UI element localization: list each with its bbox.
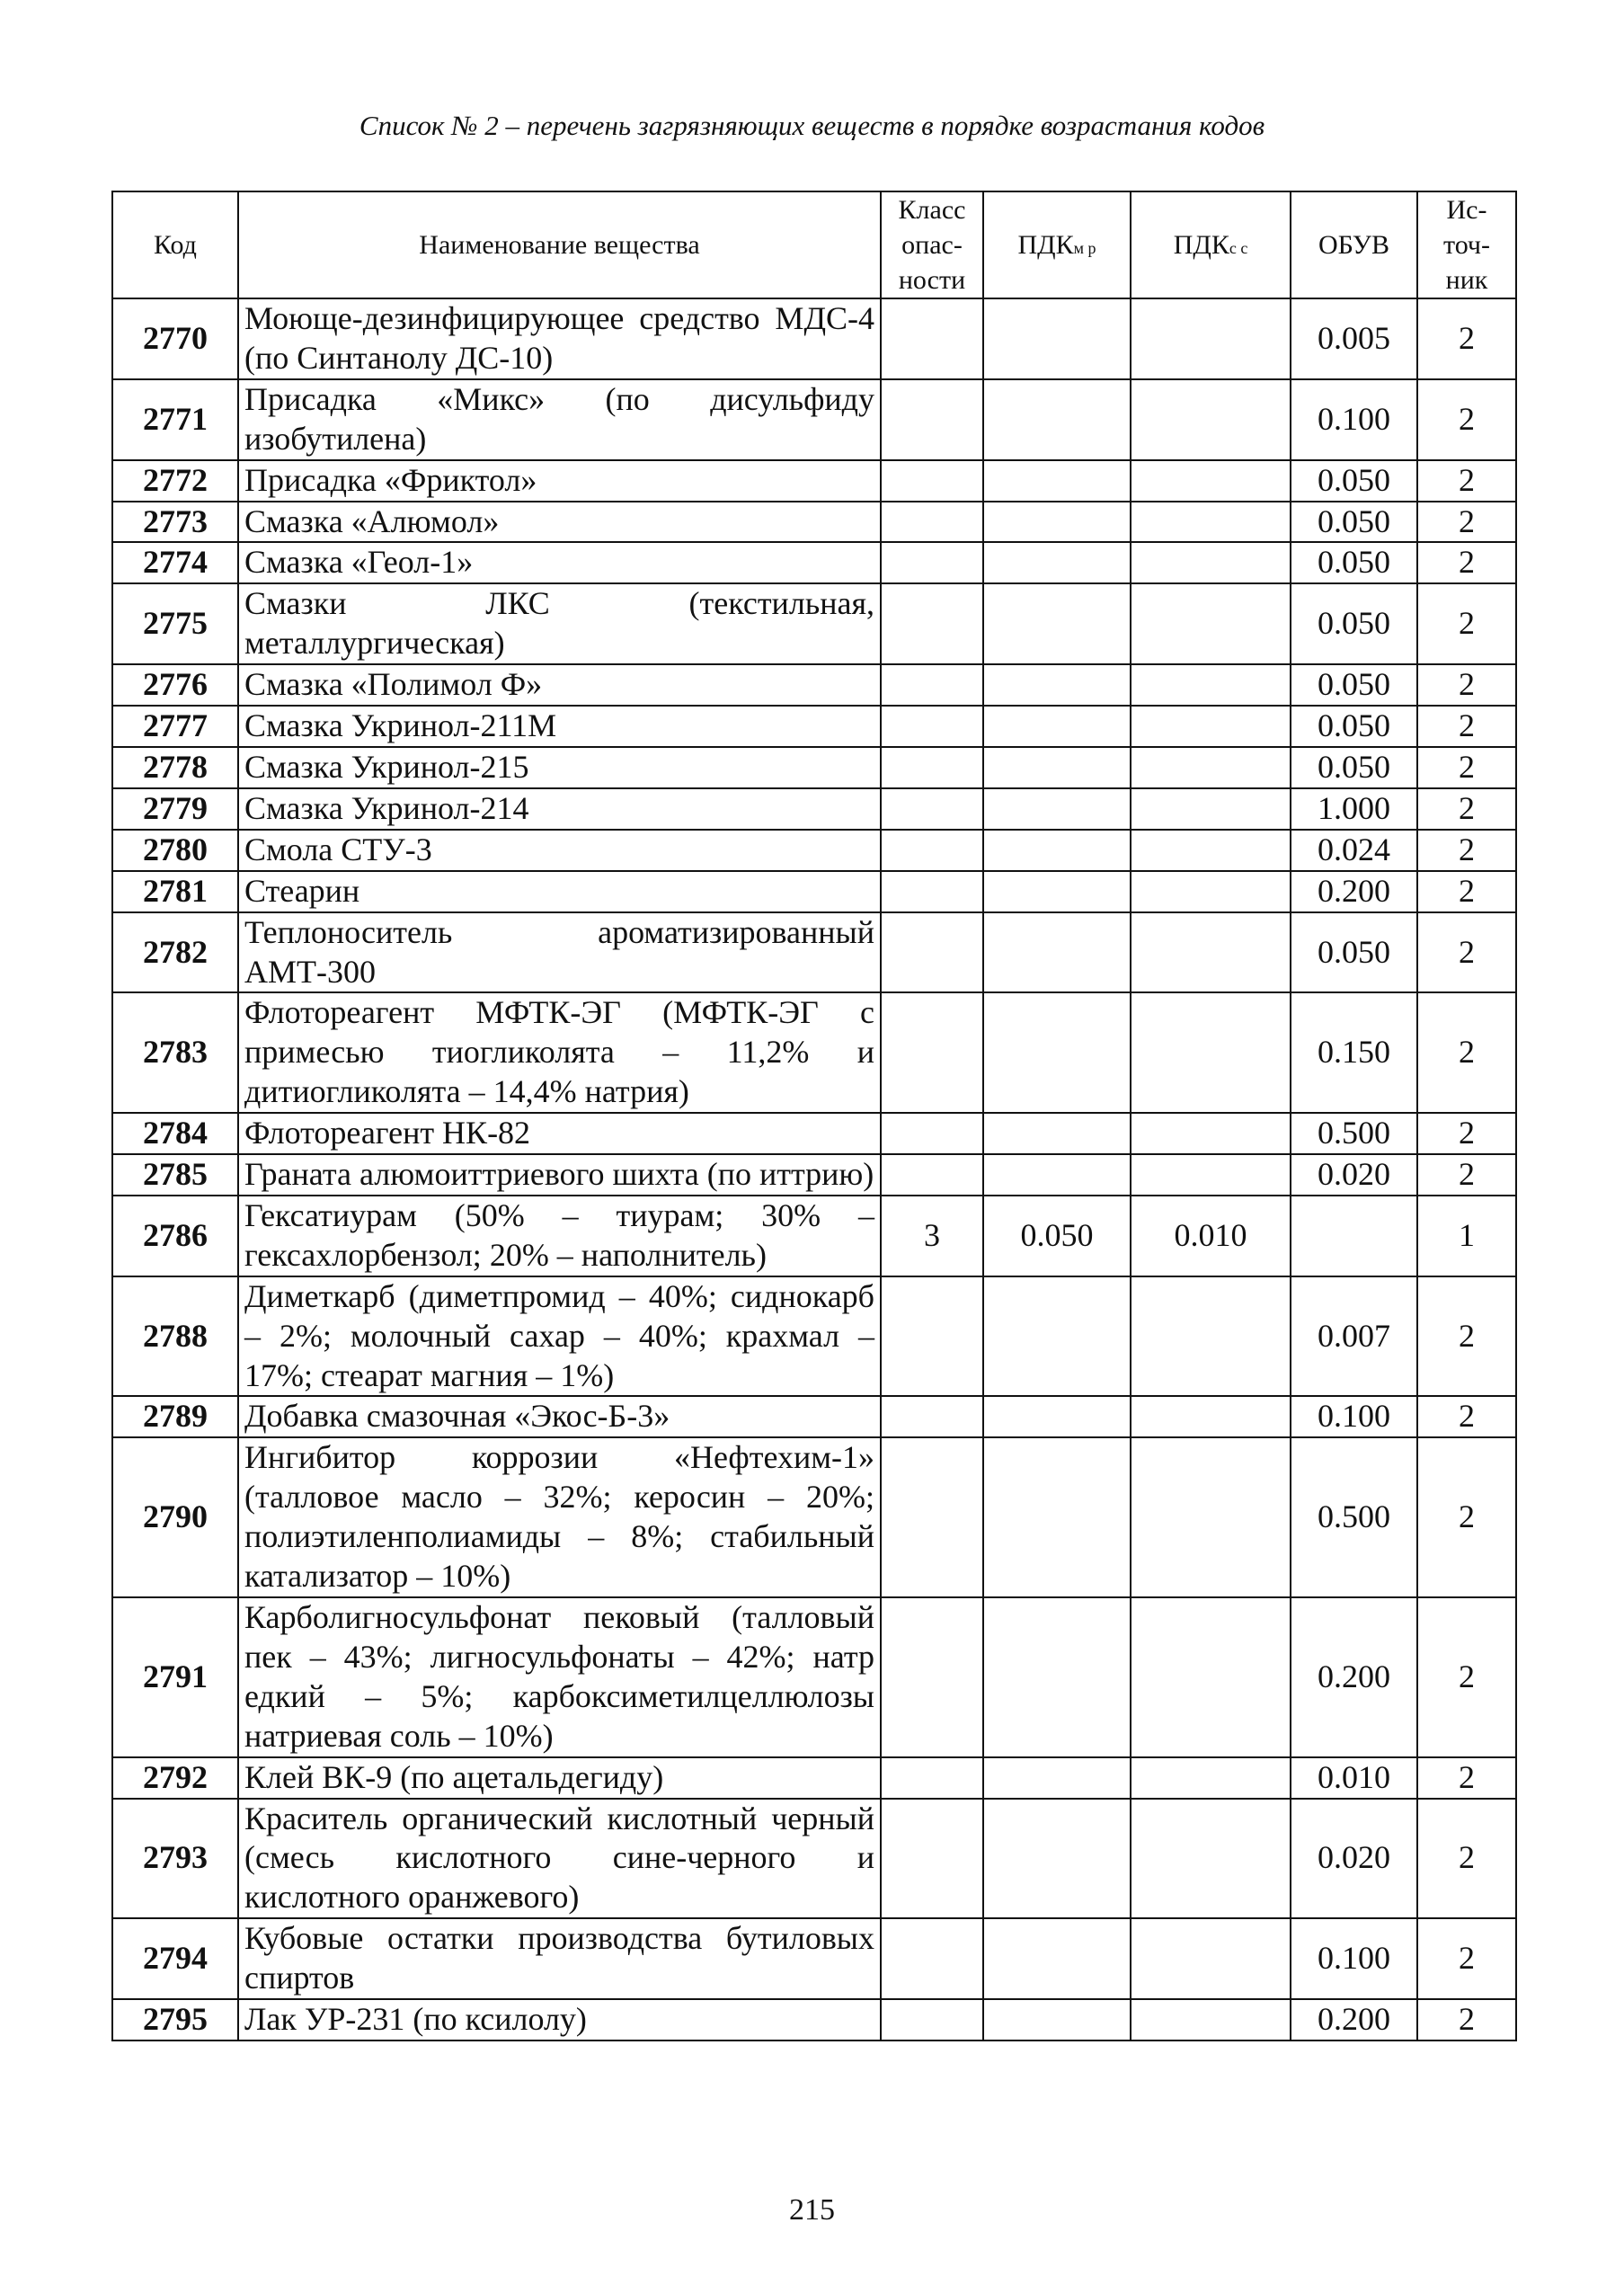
table-row bbox=[112, 1999, 1516, 2040]
table-row bbox=[112, 664, 1516, 706]
cell-pdk-mr bbox=[983, 706, 1131, 747]
cell-name: Кубовые остатки производства бутиловых спиртов bbox=[238, 1918, 881, 1999]
cell-obuv: 0.050 bbox=[1291, 542, 1417, 583]
cell-obuv: 0.020 bbox=[1291, 1154, 1417, 1196]
cell-obuv: 0.050 bbox=[1291, 502, 1417, 543]
cell-hazard-class bbox=[881, 1437, 983, 1597]
table-row bbox=[112, 583, 1516, 664]
cell-pdk-mr: 0.050 bbox=[983, 1196, 1131, 1276]
cell-code: 2786 bbox=[112, 1196, 238, 1276]
cell-pdk-ss bbox=[1131, 1918, 1291, 1999]
table-row bbox=[112, 1757, 1516, 1799]
table-row bbox=[112, 788, 1516, 830]
header-pdk-ss-base: ПДК bbox=[1173, 230, 1229, 260]
cell-hazard-class bbox=[881, 298, 983, 379]
table-row bbox=[112, 871, 1516, 912]
cell-hazard-class bbox=[881, 1597, 983, 1757]
cell-name: Смазка Укринол-211М bbox=[238, 706, 881, 747]
cell-pdk-ss bbox=[1131, 788, 1291, 830]
cell-name: Смазка «Геол-1» bbox=[238, 542, 881, 583]
cell-hazard-class bbox=[881, 379, 983, 460]
table-row bbox=[112, 1196, 1516, 1276]
cell-obuv: 0.500 bbox=[1291, 1437, 1417, 1597]
cell-code: 2782 bbox=[112, 912, 238, 993]
cell-hazard-class bbox=[881, 788, 983, 830]
cell-pdk-mr bbox=[983, 460, 1131, 502]
table-row bbox=[112, 1597, 1516, 1757]
cell-pdk-mr bbox=[983, 664, 1131, 706]
header-pdk-ss bbox=[1131, 191, 1291, 298]
cell-name: Смазка Укринол-215 bbox=[238, 747, 881, 788]
cell-pdk-mr bbox=[983, 1999, 1131, 2040]
cell-pdk-mr bbox=[983, 992, 1131, 1113]
cell-hazard-class bbox=[881, 1276, 983, 1397]
cell-obuv: 0.050 bbox=[1291, 747, 1417, 788]
cell-pdk-mr bbox=[983, 871, 1131, 912]
cell-hazard-class bbox=[881, 912, 983, 993]
cell-obuv: 0.007 bbox=[1291, 1276, 1417, 1397]
cell-hazard-class bbox=[881, 502, 983, 543]
cell-hazard-class bbox=[881, 1757, 983, 1799]
cell-source: 2 bbox=[1417, 502, 1516, 543]
header-name: Наименование вещества bbox=[238, 191, 881, 298]
header-hazard-class bbox=[881, 191, 983, 298]
cell-code: 2770 bbox=[112, 298, 238, 379]
cell-name: Флотореагент МФТК-ЭГ (МФТК-ЭГ с примесью тиогликолята – 11,2% и дитиогликолята – 14,4% натрия) bbox=[238, 992, 881, 1113]
cell-code: 2794 bbox=[112, 1918, 238, 1999]
cell-pdk-ss bbox=[1131, 1757, 1291, 1799]
cell-pdk-ss bbox=[1131, 706, 1291, 747]
cell-pdk-ss bbox=[1131, 992, 1291, 1113]
cell-pdk-mr bbox=[983, 912, 1131, 993]
cell-obuv: 0.005 bbox=[1291, 298, 1417, 379]
cell-name: Моюще-дезинфицирующее средство МДС-4 (по Синтанолу ДС-10) bbox=[238, 298, 881, 379]
cell-source: 2 bbox=[1417, 664, 1516, 706]
cell-code: 2776 bbox=[112, 664, 238, 706]
cell-obuv: 0.020 bbox=[1291, 1799, 1417, 1919]
table-row bbox=[112, 706, 1516, 747]
cell-source: 2 bbox=[1417, 912, 1516, 993]
cell-source: 2 bbox=[1417, 747, 1516, 788]
cell-code: 2775 bbox=[112, 583, 238, 664]
cell-obuv: 0.010 bbox=[1291, 1757, 1417, 1799]
cell-pdk-ss bbox=[1131, 542, 1291, 583]
cell-name: Смола СТУ-3 bbox=[238, 830, 881, 871]
cell-obuv: 0.024 bbox=[1291, 830, 1417, 871]
cell-source: 2 bbox=[1417, 830, 1516, 871]
header-hazard-class-line2: опас- bbox=[901, 230, 963, 260]
page-title: Список № 2 – перечень загрязняющих веществ в порядке возрастания кодов bbox=[359, 110, 1265, 141]
cell-name: Смазка «Алюмол» bbox=[238, 502, 881, 543]
cell-source: 2 bbox=[1417, 1154, 1516, 1196]
cell-pdk-ss bbox=[1131, 460, 1291, 502]
cell-code: 2789 bbox=[112, 1396, 238, 1437]
cell-pdk-ss bbox=[1131, 1113, 1291, 1154]
cell-pdk-mr bbox=[983, 379, 1131, 460]
cell-name: Смазки ЛКС (текстильная, металлургическая) bbox=[238, 583, 881, 664]
substances-table bbox=[111, 191, 1517, 2041]
cell-hazard-class bbox=[881, 992, 983, 1113]
cell-source: 2 bbox=[1417, 460, 1516, 502]
cell-pdk-ss bbox=[1131, 1597, 1291, 1757]
cell-name: Ингибитор коррозии «Нефтехим-1» (талловое масло – 32%; керосин – 20%; полиэтиленполиамиды – 8%; стабильный катализатор – 10%) bbox=[238, 1437, 881, 1597]
cell-code: 2781 bbox=[112, 871, 238, 912]
cell-name: Стеарин bbox=[238, 871, 881, 912]
cell-hazard-class bbox=[881, 747, 983, 788]
cell-hazard-class bbox=[881, 1918, 983, 1999]
cell-pdk-mr bbox=[983, 1396, 1131, 1437]
cell-name: Гексатиурам (50% – тиурам; 30% – гексахлорбензол; 20% – наполнитель) bbox=[238, 1196, 881, 1276]
table-row bbox=[112, 502, 1516, 543]
cell-source: 1 bbox=[1417, 1196, 1516, 1276]
cell-pdk-ss bbox=[1131, 1437, 1291, 1597]
table-row bbox=[112, 1437, 1516, 1597]
cell-obuv: 1.000 bbox=[1291, 788, 1417, 830]
cell-obuv: 0.100 bbox=[1291, 1396, 1417, 1437]
cell-hazard-class bbox=[881, 706, 983, 747]
cell-code: 2773 bbox=[112, 502, 238, 543]
cell-source: 2 bbox=[1417, 1113, 1516, 1154]
cell-code: 2790 bbox=[112, 1437, 238, 1597]
table-row bbox=[112, 1918, 1516, 1999]
cell-pdk-mr bbox=[983, 747, 1131, 788]
cell-name: Теплоноситель ароматизированный АМТ-300 bbox=[238, 912, 881, 993]
cell-pdk-ss bbox=[1131, 1276, 1291, 1397]
cell-pdk-ss: 0.010 bbox=[1131, 1196, 1291, 1276]
cell-obuv: 0.050 bbox=[1291, 583, 1417, 664]
cell-pdk-mr bbox=[983, 788, 1131, 830]
header-source-line2: точ- bbox=[1442, 230, 1491, 260]
cell-pdk-ss bbox=[1131, 1799, 1291, 1919]
header-code: Код bbox=[112, 191, 238, 298]
cell-name: Карболигносульфонат пековый (талловый пек – 43%; лигносульфонаты – 42%; натр едкий – 5%; карбоксиметилцеллюлозы натриевая соль – 10%) bbox=[238, 1597, 881, 1757]
cell-hazard-class bbox=[881, 1113, 983, 1154]
cell-pdk-mr bbox=[983, 1276, 1131, 1397]
cell-source: 2 bbox=[1417, 1999, 1516, 2040]
cell-hazard-class bbox=[881, 830, 983, 871]
cell-pdk-mr bbox=[983, 583, 1131, 664]
cell-code: 2774 bbox=[112, 542, 238, 583]
cell-code: 2783 bbox=[112, 992, 238, 1113]
cell-source: 2 bbox=[1417, 1396, 1516, 1437]
cell-hazard-class bbox=[881, 542, 983, 583]
cell-pdk-ss bbox=[1131, 1396, 1291, 1437]
cell-name: Присадка «Микс» (по дисульфиду изобутилена) bbox=[238, 379, 881, 460]
cell-obuv: 0.100 bbox=[1291, 1918, 1417, 1999]
cell-source: 2 bbox=[1417, 788, 1516, 830]
table-row bbox=[112, 830, 1516, 871]
cell-hazard-class bbox=[881, 1999, 983, 2040]
cell-pdk-mr bbox=[983, 1757, 1131, 1799]
cell-obuv: 0.200 bbox=[1291, 1597, 1417, 1757]
header-hazard-class-line3: ности bbox=[898, 265, 966, 295]
header-hazard-class-line1: Класс bbox=[898, 195, 966, 225]
header-pdk-ss-subscript: с с bbox=[1229, 239, 1248, 257]
cell-pdk-ss bbox=[1131, 871, 1291, 912]
cell-code: 2771 bbox=[112, 379, 238, 460]
cell-source: 2 bbox=[1417, 583, 1516, 664]
cell-obuv bbox=[1291, 1196, 1417, 1276]
header-source-line3: ник bbox=[1445, 265, 1488, 295]
cell-pdk-ss bbox=[1131, 664, 1291, 706]
cell-code: 2791 bbox=[112, 1597, 238, 1757]
header-obuv: ОБУВ bbox=[1291, 191, 1417, 298]
cell-name: Граната алюмоиттриевого шихта (по иттрию) bbox=[238, 1154, 881, 1196]
table-row bbox=[112, 992, 1516, 1113]
cell-code: 2785 bbox=[112, 1154, 238, 1196]
table-row bbox=[112, 912, 1516, 993]
cell-source: 2 bbox=[1417, 1757, 1516, 1799]
cell-code: 2784 bbox=[112, 1113, 238, 1154]
cell-obuv: 0.050 bbox=[1291, 664, 1417, 706]
header-pdk-mr-base: ПДК bbox=[1017, 230, 1074, 260]
cell-name: Смазка Укринол-214 bbox=[238, 788, 881, 830]
cell-pdk-mr bbox=[983, 502, 1131, 543]
cell-obuv: 0.050 bbox=[1291, 912, 1417, 993]
table-body bbox=[112, 298, 1516, 2040]
cell-pdk-ss bbox=[1131, 912, 1291, 993]
cell-code: 2792 bbox=[112, 1757, 238, 1799]
cell-code: 2795 bbox=[112, 1999, 238, 2040]
cell-code: 2772 bbox=[112, 460, 238, 502]
cell-code: 2778 bbox=[112, 747, 238, 788]
table-row bbox=[112, 747, 1516, 788]
cell-pdk-mr bbox=[983, 1918, 1131, 1999]
cell-code: 2793 bbox=[112, 1799, 238, 1919]
cell-name: Клей ВК-9 (по ацетальдегиду) bbox=[238, 1757, 881, 1799]
cell-hazard-class bbox=[881, 664, 983, 706]
table-header-row bbox=[112, 191, 1516, 298]
cell-hazard-class bbox=[881, 460, 983, 502]
cell-pdk-mr bbox=[983, 1799, 1131, 1919]
table-row bbox=[112, 1276, 1516, 1397]
cell-source: 2 bbox=[1417, 1597, 1516, 1757]
cell-source: 2 bbox=[1417, 1918, 1516, 1999]
cell-obuv: 0.050 bbox=[1291, 706, 1417, 747]
table-row bbox=[112, 379, 1516, 460]
cell-pdk-ss bbox=[1131, 502, 1291, 543]
cell-hazard-class bbox=[881, 1799, 983, 1919]
cell-code: 2777 bbox=[112, 706, 238, 747]
cell-source: 2 bbox=[1417, 992, 1516, 1113]
cell-name: Флотореагент НК-82 bbox=[238, 1113, 881, 1154]
table-row bbox=[112, 542, 1516, 583]
cell-name: Лак УР-231 (по ксилолу) bbox=[238, 1999, 881, 2040]
cell-name: Диметкарб (диметпромид – 40%; сиднокарб – 2%; молочный сахар – 40%; крахмал – 17%; стеарат магния – 1%) bbox=[238, 1276, 881, 1397]
page-number: 215 bbox=[789, 2193, 835, 2227]
cell-pdk-mr bbox=[983, 1437, 1131, 1597]
cell-pdk-ss bbox=[1131, 583, 1291, 664]
cell-hazard-class bbox=[881, 1154, 983, 1196]
table-row bbox=[112, 298, 1516, 379]
cell-pdk-ss bbox=[1131, 747, 1291, 788]
cell-obuv: 0.200 bbox=[1291, 871, 1417, 912]
cell-source: 2 bbox=[1417, 379, 1516, 460]
cell-hazard-class bbox=[881, 871, 983, 912]
cell-name: Краситель органический кислотный черный (смесь кислотного сине-черного и кислотного оранжевого) bbox=[238, 1799, 881, 1919]
cell-code: 2780 bbox=[112, 830, 238, 871]
table-row bbox=[112, 1154, 1516, 1196]
cell-obuv: 0.200 bbox=[1291, 1999, 1417, 2040]
cell-name: Смазка «Полимол Ф» bbox=[238, 664, 881, 706]
cell-source: 2 bbox=[1417, 542, 1516, 583]
cell-source: 2 bbox=[1417, 298, 1516, 379]
cell-pdk-ss bbox=[1131, 379, 1291, 460]
cell-pdk-ss bbox=[1131, 1154, 1291, 1196]
cell-pdk-ss bbox=[1131, 298, 1291, 379]
cell-name: Присадка «Фриктол» bbox=[238, 460, 881, 502]
table-row bbox=[112, 460, 1516, 502]
cell-source: 2 bbox=[1417, 1276, 1516, 1397]
cell-code: 2779 bbox=[112, 788, 238, 830]
cell-pdk-mr bbox=[983, 1597, 1131, 1757]
cell-pdk-mr bbox=[983, 1154, 1131, 1196]
cell-pdk-mr bbox=[983, 830, 1131, 871]
cell-source: 2 bbox=[1417, 706, 1516, 747]
cell-pdk-mr bbox=[983, 298, 1131, 379]
cell-pdk-mr bbox=[983, 1113, 1131, 1154]
cell-obuv: 0.500 bbox=[1291, 1113, 1417, 1154]
cell-hazard-class bbox=[881, 583, 983, 664]
cell-obuv: 0.050 bbox=[1291, 460, 1417, 502]
cell-name: Добавка смазочная «Экос-Б-3» bbox=[238, 1396, 881, 1437]
table-row bbox=[112, 1396, 1516, 1437]
cell-pdk-mr bbox=[983, 542, 1131, 583]
cell-pdk-ss bbox=[1131, 1999, 1291, 2040]
cell-obuv: 0.100 bbox=[1291, 379, 1417, 460]
header-source bbox=[1417, 191, 1516, 298]
header-source-line1: Ис- bbox=[1446, 195, 1487, 225]
header-pdk-mr-subscript: м р bbox=[1073, 239, 1096, 257]
header-pdk-mr bbox=[983, 191, 1131, 298]
cell-obuv: 0.150 bbox=[1291, 992, 1417, 1113]
cell-pdk-ss bbox=[1131, 830, 1291, 871]
cell-source: 2 bbox=[1417, 1437, 1516, 1597]
cell-source: 2 bbox=[1417, 871, 1516, 912]
table-row bbox=[112, 1113, 1516, 1154]
cell-hazard-class: 3 bbox=[881, 1196, 983, 1276]
cell-code: 2788 bbox=[112, 1276, 238, 1397]
cell-hazard-class bbox=[881, 1396, 983, 1437]
cell-source: 2 bbox=[1417, 1799, 1516, 1919]
table-row bbox=[112, 1799, 1516, 1919]
